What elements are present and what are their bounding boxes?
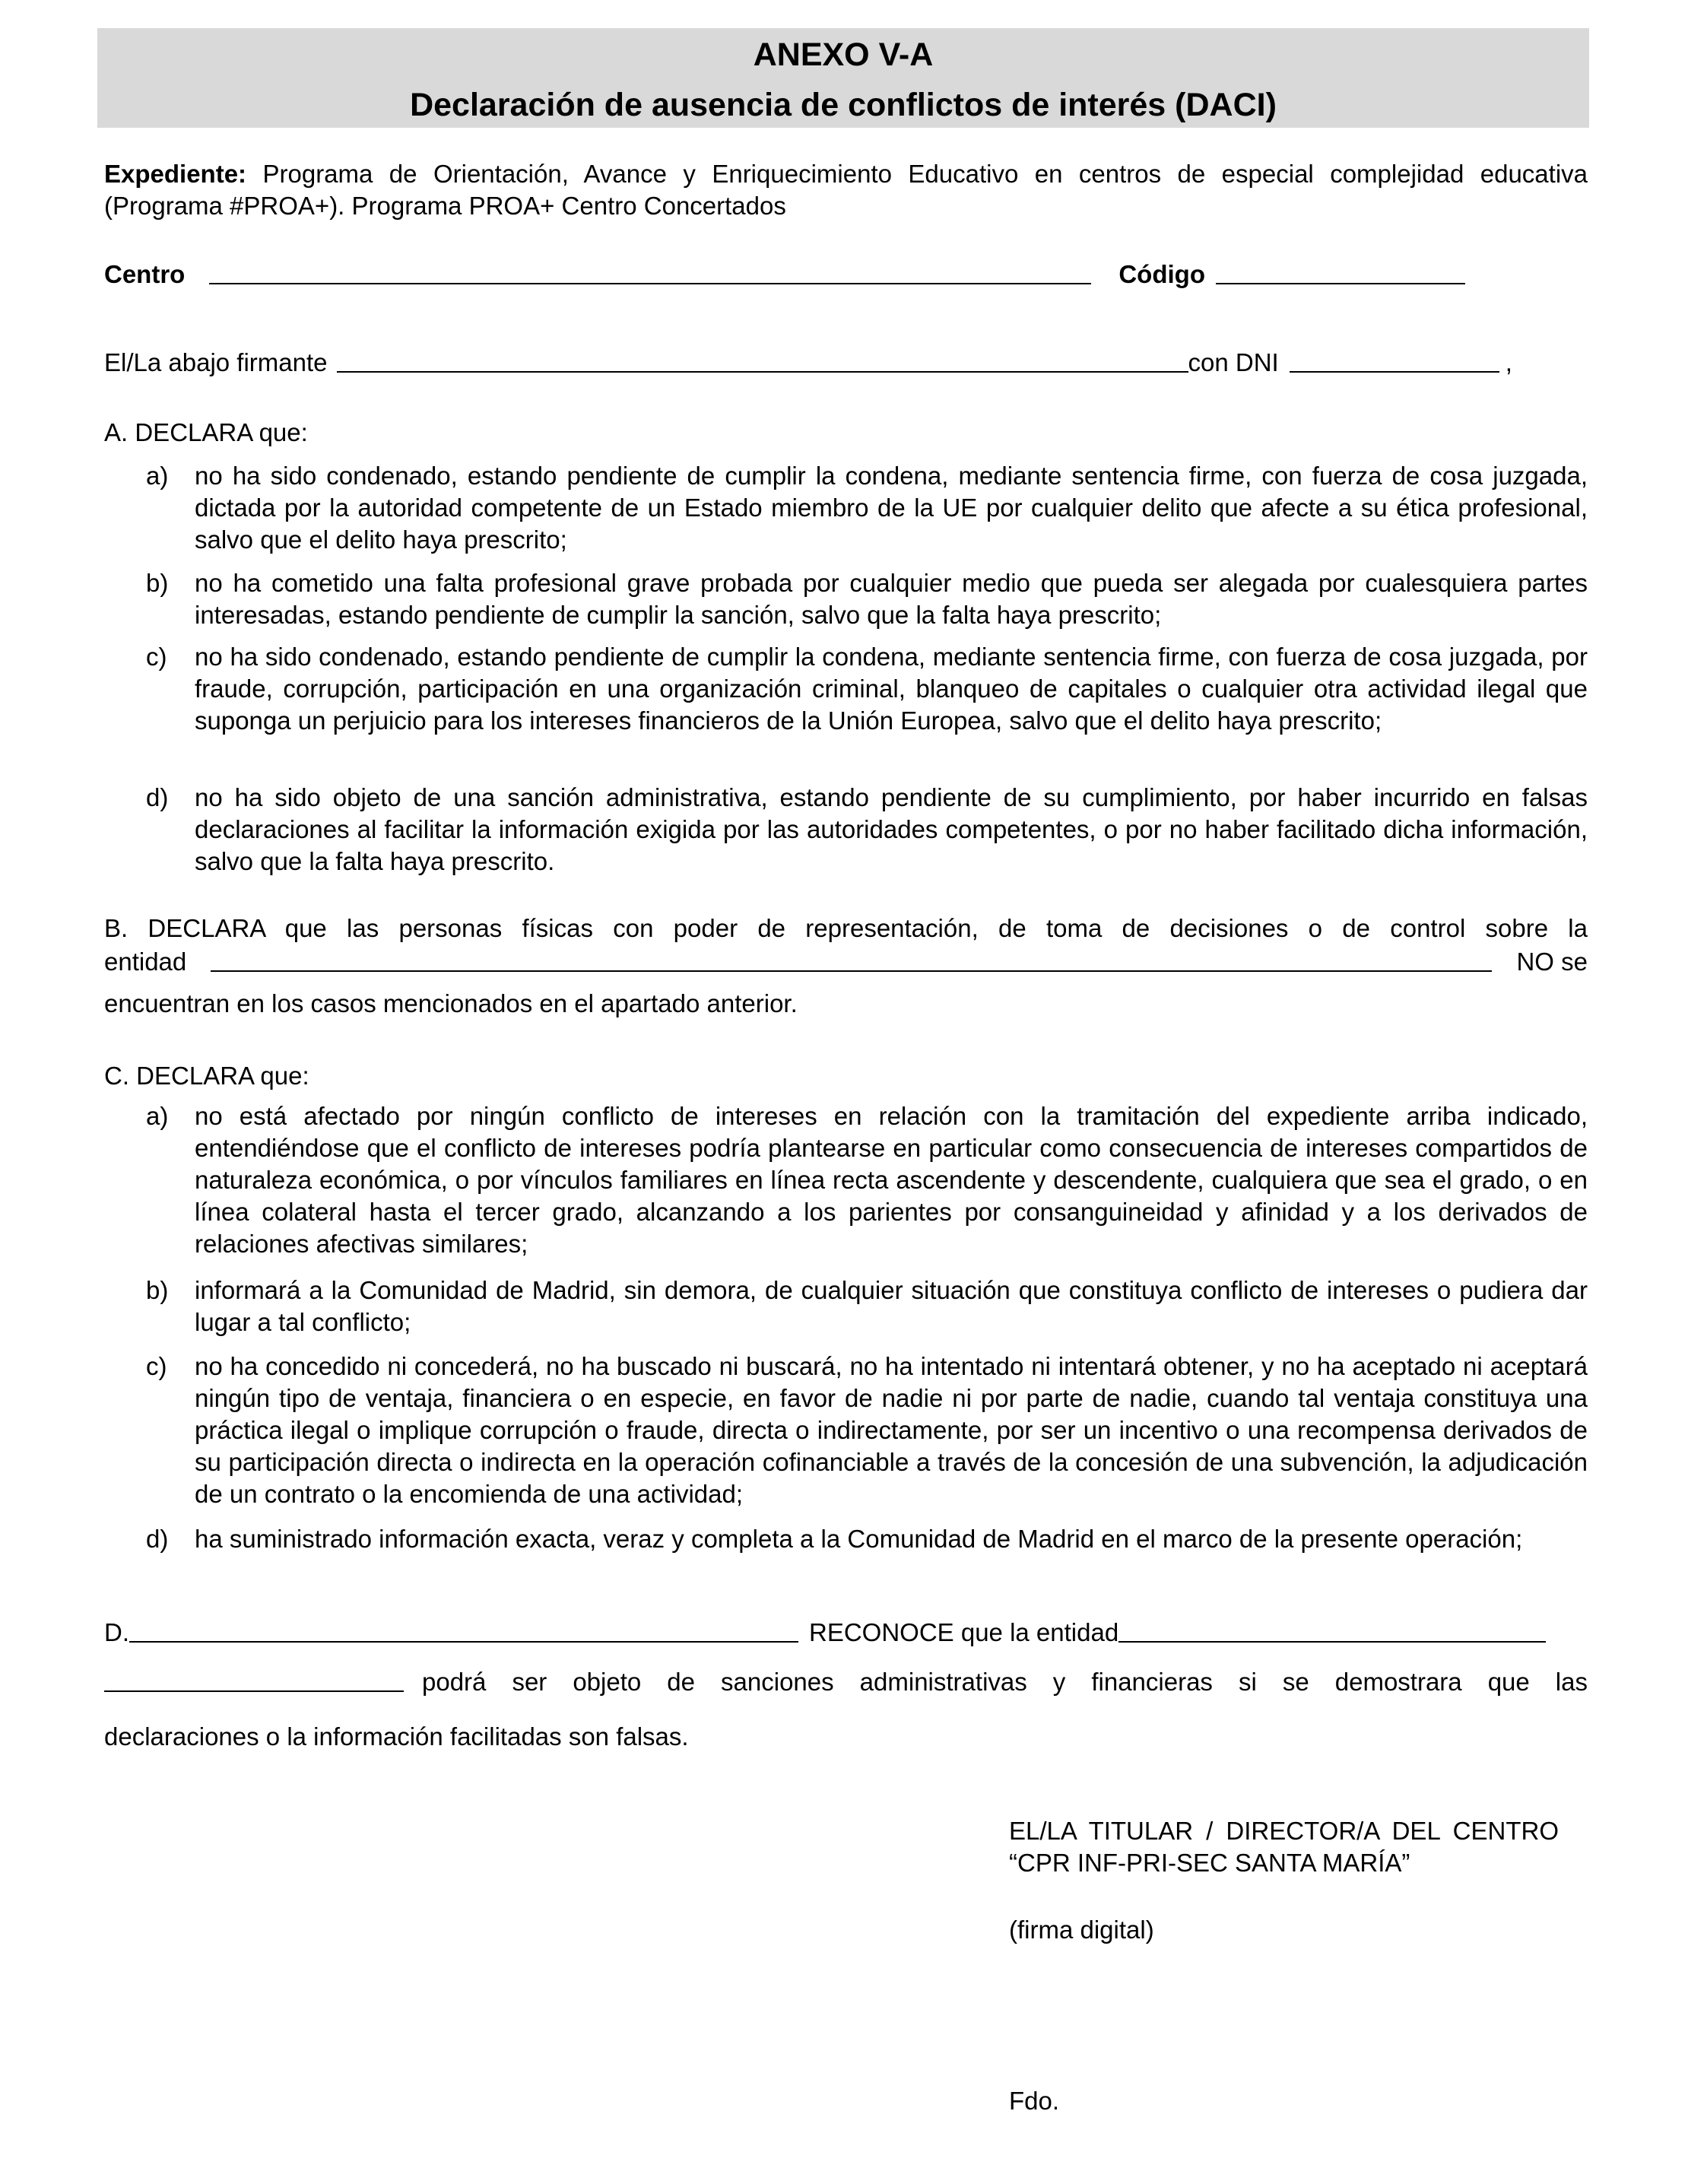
item-letter: a) <box>146 462 169 490</box>
signature-note: (firma digital) <box>1009 1916 1154 1944</box>
centro-field[interactable] <box>209 260 1091 284</box>
item-letter: b) <box>146 1276 169 1304</box>
item-letter: a) <box>146 1102 169 1130</box>
section-d-row <box>104 1617 1588 1649</box>
item-letter: b) <box>146 569 169 597</box>
comma: , <box>1505 348 1512 376</box>
expediente <box>104 158 1588 222</box>
section-d-entidad-field[interactable] <box>1118 1618 1546 1643</box>
item-letter: d) <box>146 783 169 811</box>
section-d-line3: declaraciones o la información facilitadas son falsas. <box>104 1722 689 1751</box>
dni-label: con DNI <box>1188 348 1279 376</box>
section-b-line1: B. DECLARA que las personas físicas con poder de representación, de toma de decisiones o de control sobre la <box>104 914 1588 942</box>
centro-row <box>104 259 1588 290</box>
section-a-item <box>146 460 1588 556</box>
section-d-name-field[interactable] <box>129 1618 798 1643</box>
section-c-item <box>146 1351 1588 1510</box>
section-d-entidad-field-2[interactable] <box>104 1668 404 1692</box>
item-text: informará a la Comunidad de Madrid, sin demora, de cualquier situación que constituya conflicto de intereses o pudiera dar lugar a tal conflicto; <box>195 1276 1588 1336</box>
item-letter: c) <box>146 643 167 671</box>
expediente-text: Programa de Orientación, Avance y Enriquecimiento Educativo en centros de especial complejidad educativa (Programa #PROA+). Programa PROA+ Centro Concertados <box>104 160 1588 220</box>
signature-fdo: Fdo. <box>1009 2087 1060 2115</box>
entidad-field[interactable] <box>211 948 1492 972</box>
item-text: no ha sido objeto de una sanción administrativa, estando pendiente de su cumplimiento, por haber incurrido en falsas declaraciones al facilitar la información exigida por las autoridades competentes, o por no haber facilitado dicha información, salvo que la falta haya prescrito. <box>195 783 1588 875</box>
section-a-heading: A. DECLARA que: <box>104 418 308 446</box>
firmante-field[interactable] <box>337 348 1188 373</box>
section-b-line3: encuentran en los casos mencionados en el apartado anterior. <box>104 989 798 1017</box>
section-a-item <box>146 782 1588 878</box>
item-text: no ha concedido ni concederá, no ha buscado ni buscará, no ha intentado ni intentará obtener, y no ha aceptado ni aceptará ningún tipo de ventaja, financiera o en especie, en favor de nadie ni por parte de nadie, cuando tal ventaja constituya una práctica ilegal o implique corrupción o fraude, directa o indirectamente, por ser un incentivo o una recompensa derivados de su participación directa o indirecta en la operación cofinanciable a través de la concesión de una subvención, la adjudicación de un contrato o la encomienda de una actividad; <box>195 1352 1588 1508</box>
signature-role: EL/LA TITULAR / DIRECTOR/A DEL CENTRO “CPR INF-PRI-SEC SANTA MARÍA” <box>1009 1817 1559 1877</box>
firmante-row <box>104 347 1588 379</box>
item-text: ha suministrado información exacta, veraz y completa a la Comunidad de Madrid en el marco de la presente operación; <box>195 1525 1523 1553</box>
document-header <box>97 28 1589 128</box>
section-b-entidad-row <box>104 946 1588 978</box>
section-c-item <box>146 1523 1588 1555</box>
item-letter: d) <box>146 1525 169 1553</box>
entidad-label: entidad <box>104 948 187 976</box>
centro-label: Centro <box>104 260 186 288</box>
dni-field[interactable] <box>1290 348 1499 373</box>
item-text: no ha cometido una falta profesional grave probada por cualquier medio que pueda ser alegada por cualesquiera partes interesadas, estando pendiente de cumplir la sanción, salvo que la falta haya prescrito; <box>195 569 1588 629</box>
document-title: Declaración de ausencia de conflictos de interés (DACI) <box>410 87 1277 123</box>
section-d-line2-text: podrá ser objeto de sanciones administrativas y financieras si se demostrara que las <box>422 1668 1588 1696</box>
section-d-line2 <box>104 1666 1588 1698</box>
codigo-label: Código <box>1118 260 1205 288</box>
expediente-label: Expediente: <box>104 160 247 188</box>
item-text: no está afectado por ningún conflicto de intereses en relación con la tramitación del expediente arriba indicado, entendiéndose que el conflicto de intereses podría plantearse en particular como consecuencia de intereses compartidos de naturaleza económica, o por vínculos familiares en línea recta ascendente y descendente, cualquiera que sea el grado, o en línea colateral hasta el tercer grado, alcanzando a los parientes por consanguineidad y afinidad y a los derivados de relaciones afectivas similares; <box>195 1102 1588 1258</box>
section-a-item <box>146 567 1588 631</box>
item-text: no ha sido condenado, estando pendiente de cumplir la condena, mediante sentencia firme, con fuerza de cosa juzgada, por fraude, corrupción, participación en una organización criminal, blanqueo de capitales o cualquier otra actividad ilegal que suponga un perjuicio para los intereses financieros de la Unión Europea, salvo que el delito haya prescrito; <box>195 643 1588 735</box>
codigo-field[interactable] <box>1216 260 1465 284</box>
section-c-item <box>146 1100 1588 1260</box>
item-text: no ha sido condenado, estando pendiente de cumplir la condena, mediante sentencia firme, con fuerza de cosa juzgada, dictada por la autoridad competente de un Estado miembro de la UE por cualquier delito que afecte a su ética profesional, salvo que el delito haya prescrito; <box>195 462 1588 554</box>
section-c-item <box>146 1275 1588 1338</box>
no-se-text: NO se <box>1516 948 1588 976</box>
annex-title: ANEXO V-A <box>753 37 934 73</box>
section-d-prefix: D. <box>104 1618 129 1646</box>
item-letter: c) <box>146 1352 167 1380</box>
reconoce-text: RECONOCE que la entidad <box>809 1618 1119 1646</box>
firmante-label: El/La abajo firmante <box>104 348 328 376</box>
section-c-heading: C. DECLARA que: <box>104 1062 309 1090</box>
section-a-item <box>146 641 1588 737</box>
